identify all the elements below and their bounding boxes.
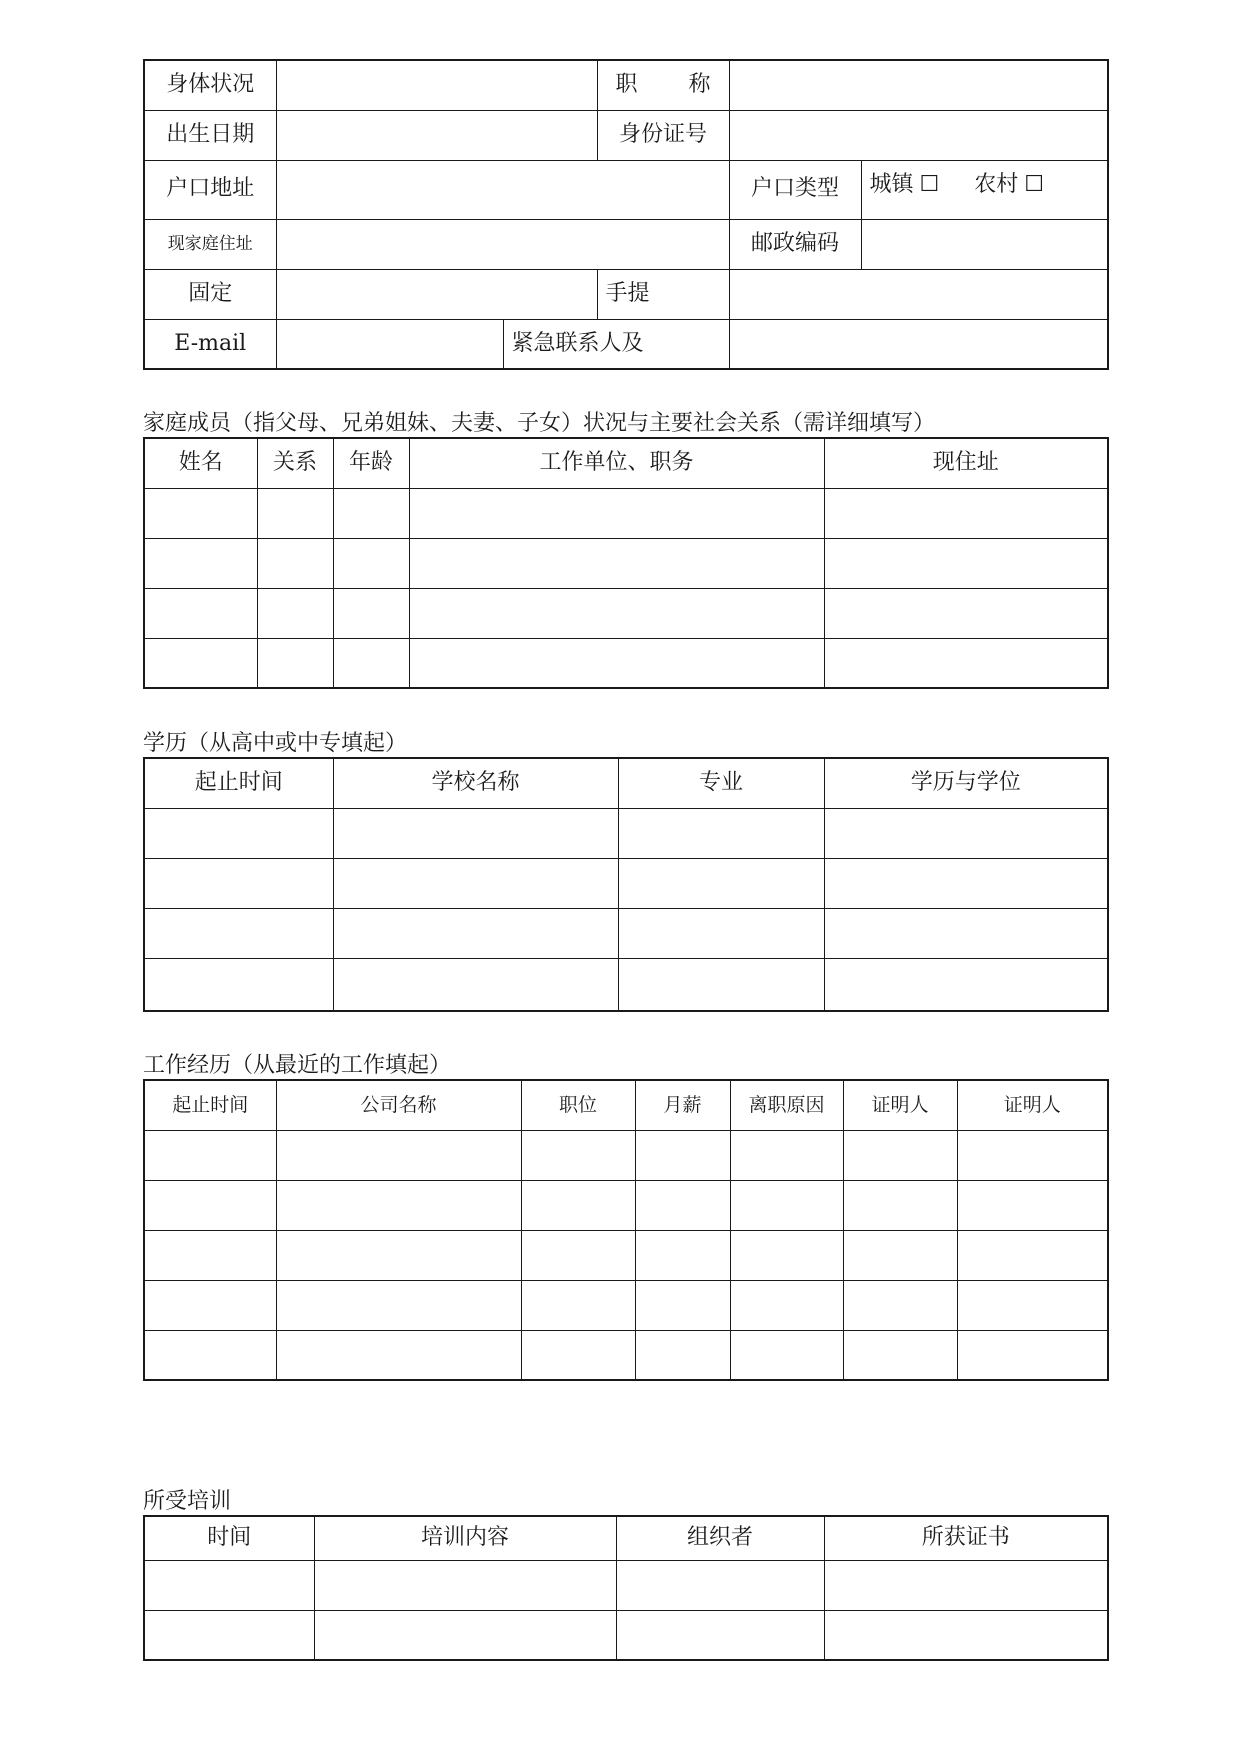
work-cell[interactable]: [635, 1130, 730, 1180]
postcode-field[interactable]: [861, 219, 1108, 269]
home-address-label: 现家庭住址: [144, 219, 276, 269]
education-cell[interactable]: [144, 908, 333, 958]
education-header-major: 专业: [618, 758, 824, 808]
table-row: [144, 958, 1108, 1011]
work-header-reference-1: 证明人: [843, 1080, 957, 1130]
work-cell[interactable]: [276, 1180, 521, 1230]
birth-date-label: 出生日期: [144, 110, 276, 160]
table-row: [144, 908, 1108, 958]
table-row: [144, 1230, 1108, 1280]
work-cell[interactable]: [521, 1230, 635, 1280]
family-cell[interactable]: [824, 488, 1108, 538]
work-cell[interactable]: [843, 1330, 957, 1380]
education-cell[interactable]: [618, 808, 824, 858]
work-header-reference-2: 证明人: [957, 1080, 1108, 1130]
family-cell[interactable]: [333, 488, 409, 538]
work-cell[interactable]: [635, 1180, 730, 1230]
education-cell[interactable]: [824, 958, 1108, 1011]
work-header-reason: 离职原因: [730, 1080, 843, 1130]
table-row: [144, 858, 1108, 908]
hukou-address-label: 户口地址: [144, 160, 276, 219]
table-row: [144, 1330, 1108, 1380]
work-cell[interactable]: [144, 1180, 276, 1230]
work-cell[interactable]: [276, 1280, 521, 1330]
work-cell[interactable]: [843, 1280, 957, 1330]
training-cell[interactable]: [314, 1560, 616, 1610]
work-cell[interactable]: [521, 1330, 635, 1380]
education-cell[interactable]: [618, 958, 824, 1011]
training-header-time: 时间: [144, 1516, 314, 1560]
work-cell[interactable]: [144, 1130, 276, 1180]
education-cell[interactable]: [618, 858, 824, 908]
work-cell[interactable]: [635, 1230, 730, 1280]
hukou-option-urban[interactable]: [870, 173, 940, 197]
work-cell[interactable]: [730, 1180, 843, 1230]
work-table: [143, 1079, 1109, 1381]
family-header-relation: 关系: [257, 438, 333, 488]
training-cell[interactable]: [144, 1560, 314, 1610]
checkbox-rural-icon[interactable]: ☐: [1024, 171, 1044, 197]
health-label: 身体状况: [144, 60, 276, 110]
work-cell[interactable]: [957, 1280, 1108, 1330]
training-cell[interactable]: [616, 1610, 824, 1660]
hukou-address-field[interactable]: [276, 160, 729, 219]
work-cell[interactable]: [276, 1130, 521, 1180]
family-cell[interactable]: [144, 488, 257, 538]
work-cell[interactable]: [730, 1330, 843, 1380]
training-header-organizer: 组织者: [616, 1516, 824, 1560]
family-cell[interactable]: [333, 588, 409, 638]
work-cell[interactable]: [276, 1230, 521, 1280]
work-header-period: 起止时间: [144, 1080, 276, 1130]
education-header-degree: 学历与学位: [824, 758, 1108, 808]
id-number-label: 身份证号: [597, 110, 729, 160]
family-cell[interactable]: [144, 588, 257, 638]
education-cell[interactable]: [144, 808, 333, 858]
training-header-content: 培训内容: [314, 1516, 616, 1560]
work-cell[interactable]: [521, 1180, 635, 1230]
education-cell[interactable]: [824, 908, 1108, 958]
work-cell[interactable]: [521, 1280, 635, 1330]
training-cell[interactable]: [616, 1560, 824, 1610]
training-cell[interactable]: [144, 1610, 314, 1660]
education-cell[interactable]: [824, 858, 1108, 908]
emergency-contact-field[interactable]: [729, 319, 1108, 369]
hukou-type-options: [861, 160, 1108, 219]
family-cell[interactable]: [409, 538, 824, 588]
family-header-address: 现住址: [824, 438, 1108, 488]
family-header-age: 年龄: [333, 438, 409, 488]
table-row: [144, 538, 1108, 588]
id-number-field[interactable]: [729, 110, 1108, 160]
work-cell[interactable]: [843, 1130, 957, 1180]
education-table: [143, 757, 1109, 1012]
education-header-school: 学校名称: [333, 758, 618, 808]
education-cell[interactable]: [144, 858, 333, 908]
work-cell[interactable]: [635, 1280, 730, 1330]
training-cell[interactable]: [824, 1610, 1108, 1660]
table-row: [144, 588, 1108, 638]
mobile-field[interactable]: [729, 269, 1108, 319]
work-cell[interactable]: [521, 1130, 635, 1180]
family-cell[interactable]: [257, 588, 333, 638]
family-cell[interactable]: [333, 538, 409, 588]
family-cell[interactable]: [144, 638, 257, 688]
landline-field[interactable]: [276, 269, 597, 319]
email-label: E-mail: [144, 319, 276, 369]
education-cell[interactable]: [333, 958, 618, 1011]
checkbox-urban-icon[interactable]: ☐: [919, 171, 940, 197]
family-table: [143, 437, 1109, 689]
family-cell[interactable]: [824, 638, 1108, 688]
work-cell[interactable]: [843, 1230, 957, 1280]
education-cell[interactable]: [333, 808, 618, 858]
work-cell[interactable]: [957, 1230, 1108, 1280]
emergency-contact-label: 紧急联系人及: [503, 319, 729, 369]
education-cell[interactable]: [144, 958, 333, 1011]
work-header-company: 公司名称: [276, 1080, 521, 1130]
table-row: [144, 1280, 1108, 1330]
basic-info-table: [143, 59, 1109, 370]
family-header-employer: 工作单位、职务: [409, 438, 824, 488]
family-section-title: 家庭成员（指父母、兄弟姐妹、夫妻、子女）状况与主要社会关系（需详细填写）: [143, 411, 936, 436]
family-cell[interactable]: [409, 488, 824, 538]
family-cell[interactable]: [824, 538, 1108, 588]
education-cell[interactable]: [333, 858, 618, 908]
education-cell[interactable]: [824, 808, 1108, 858]
training-cell[interactable]: [314, 1610, 616, 1660]
hukou-type-label: 户口类型: [729, 160, 861, 219]
home-address-field[interactable]: [276, 219, 729, 269]
table-row: [144, 488, 1108, 538]
training-section-title: 所受培训: [143, 1489, 232, 1514]
table-row: [144, 1180, 1108, 1230]
title-label: 职称: [597, 60, 729, 110]
health-field[interactable]: [276, 60, 597, 110]
work-section-title: 工作经历（从最近的工作填起）: [143, 1053, 452, 1078]
hukou-option-rural-label: 农村: [974, 171, 1019, 197]
work-cell[interactable]: [144, 1280, 276, 1330]
table-row: [144, 638, 1108, 688]
title-field[interactable]: [729, 60, 1108, 110]
email-field[interactable]: [276, 319, 503, 369]
family-cell[interactable]: [257, 538, 333, 588]
education-cell[interactable]: [618, 908, 824, 958]
family-cell[interactable]: [257, 638, 333, 688]
work-cell[interactable]: [730, 1280, 843, 1330]
work-cell[interactable]: [730, 1230, 843, 1280]
mobile-label: 手提: [597, 269, 729, 319]
postcode-label: 邮政编码: [729, 219, 861, 269]
family-cell[interactable]: [257, 488, 333, 538]
work-cell[interactable]: [957, 1330, 1108, 1380]
work-cell[interactable]: [730, 1130, 843, 1180]
work-cell[interactable]: [276, 1330, 521, 1380]
work-cell[interactable]: [635, 1330, 730, 1380]
table-row: [144, 808, 1108, 858]
family-cell[interactable]: [824, 588, 1108, 638]
work-cell[interactable]: [843, 1180, 957, 1230]
education-cell[interactable]: [333, 908, 618, 958]
table-row: [144, 1560, 1108, 1610]
education-section-title: 学历（从高中或中专填起）: [143, 731, 408, 756]
table-row: [144, 1130, 1108, 1180]
family-cell[interactable]: [409, 588, 824, 638]
work-cell[interactable]: [957, 1130, 1108, 1180]
work-header-salary: 月薪: [635, 1080, 730, 1130]
training-header-certificate: 所获证书: [824, 1516, 1108, 1560]
hukou-option-rural[interactable]: [974, 173, 1044, 197]
work-cell[interactable]: [957, 1180, 1108, 1230]
work-header-position: 职位: [521, 1080, 635, 1130]
family-header-name: 姓名: [144, 438, 257, 488]
work-cell[interactable]: [144, 1230, 276, 1280]
training-cell[interactable]: [824, 1560, 1108, 1610]
table-row: [144, 1610, 1108, 1660]
education-header-period: 起止时间: [144, 758, 333, 808]
family-cell[interactable]: [144, 538, 257, 588]
birth-date-field[interactable]: [276, 110, 597, 160]
family-cell[interactable]: [409, 638, 824, 688]
landline-label: 固定: [144, 269, 276, 319]
work-cell[interactable]: [144, 1330, 276, 1380]
training-table: [143, 1515, 1109, 1661]
hukou-option-urban-label: 城镇: [869, 171, 914, 197]
family-cell[interactable]: [333, 638, 409, 688]
